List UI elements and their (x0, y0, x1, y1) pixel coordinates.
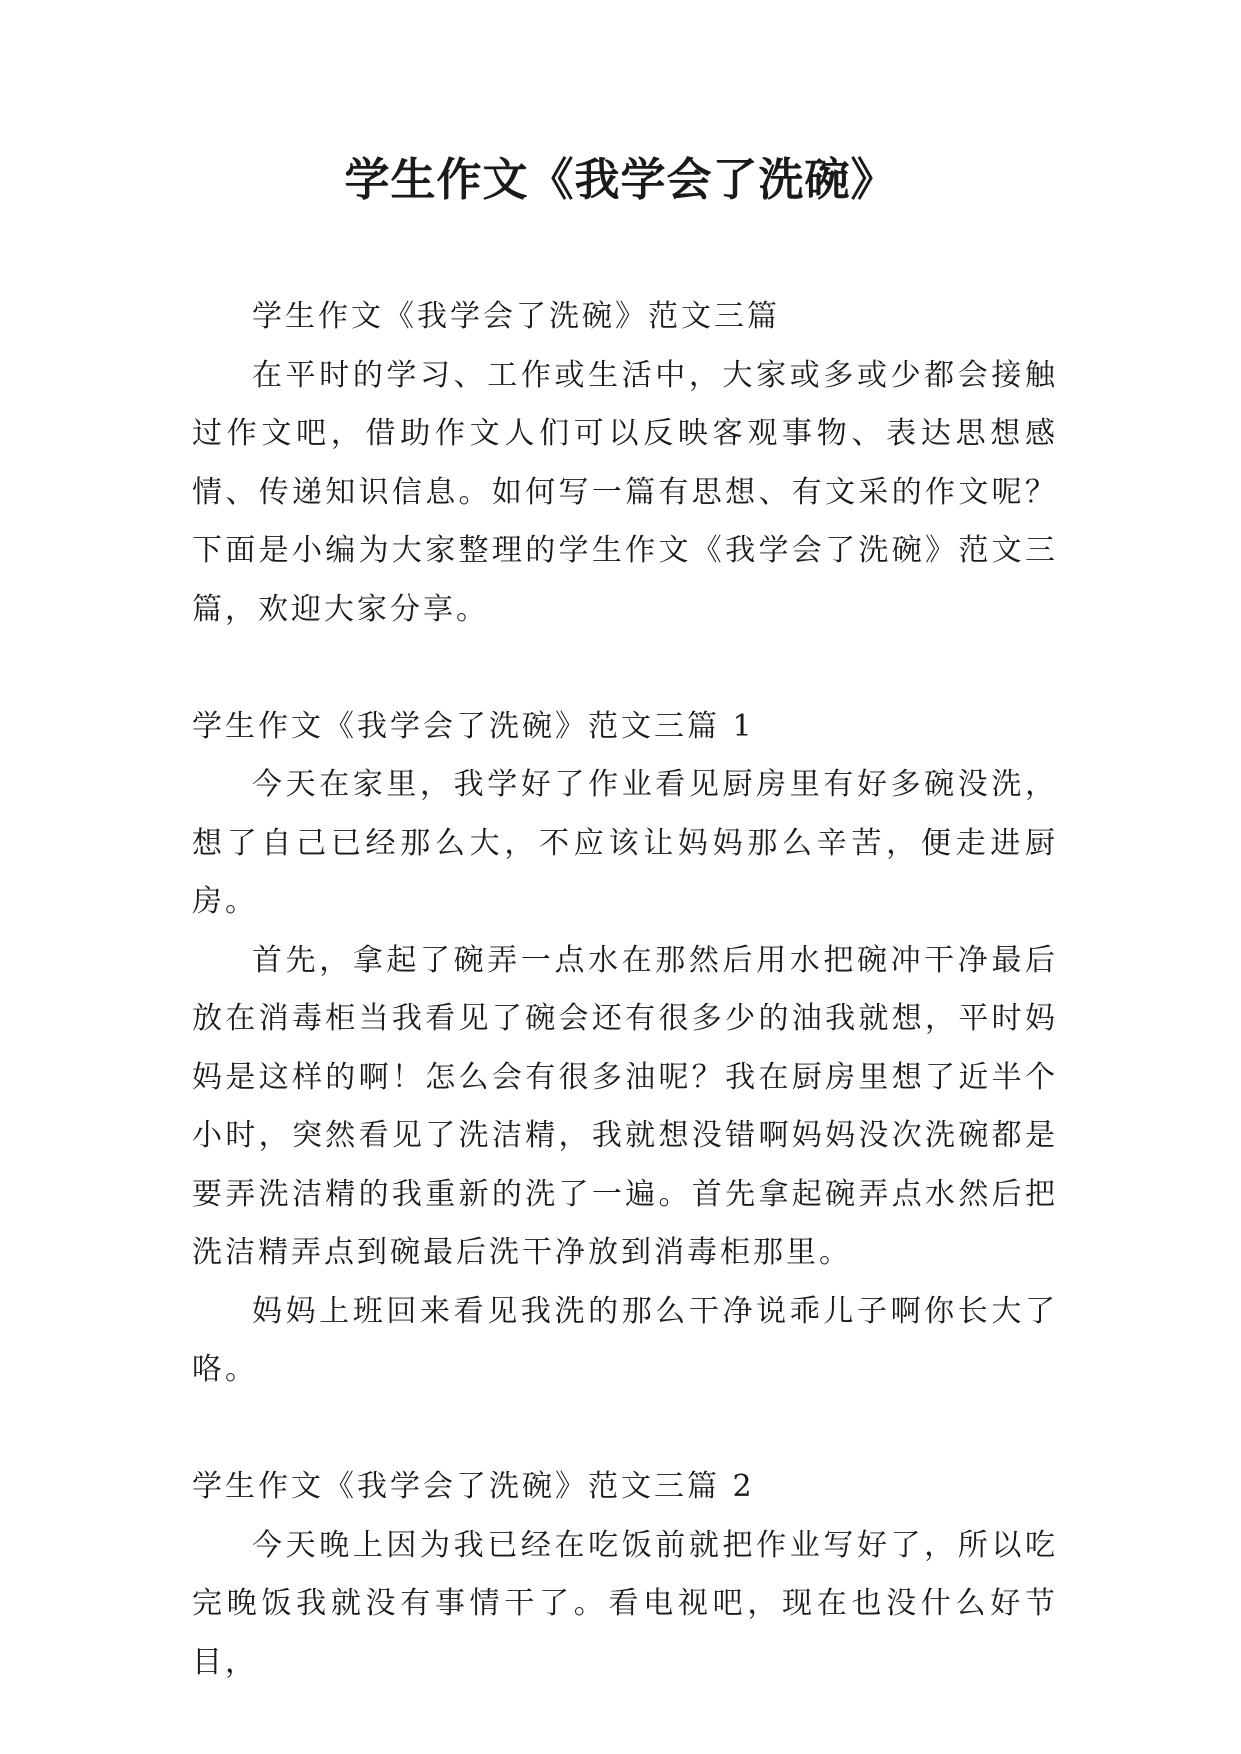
document-body (192, 288, 1058, 1692)
section-heading: 学生作文《我学会了洗碗》范文三篇 1 (192, 708, 755, 744)
document-subtitle: 学生作文《我学会了洗碗》范文三篇 (252, 299, 780, 334)
section-paragraph: 今天在家里，我学好了作业看见厨房里有好多碗没洗，想了自己已经那么大，不应该让妈妈那么辛苦，便走进厨房。 (192, 767, 1058, 919)
section-heading: 学生作文《我学会了洗碗》范文三篇 2 (192, 1469, 755, 1504)
section-paragraph: 首先，拿起了碗弄一点水在那然后用水把碗冲干净最后放在消毒柜当我看见了碗会还有很多少的油我就想，平时妈妈是这样的啊！怎么会有很多油呢？我在厨房里想了近半个小时，突然看见了洗洁精，我就想没错啊妈妈没次洗碗都是要弄洗洁精的我重新的洗了一遍。首先拿起碗弄点水然后把洗洁精弄点到碗最后洗干净放到消毒柜那里。 (192, 942, 1058, 1270)
section-paragraph: 今天晚上因为我已经在吃饭前就把作业写好了，所以吃完晚饭我就没有事情干了。看电视吧，现在也没什么好节目， (192, 1527, 1058, 1680)
intro-paragraph: 在平时的学习、工作或生活中，大家或多或少都会接触过作文吧，借助作文人们可以反映客观事物、表达思想感情、传递知识信息。如何写一篇有思想、有文采的作文呢？下面是小编为大家整理的学生作文《我学会了洗碗》范文三篇，欢迎大家分享。 (192, 357, 1058, 627)
section-paragraph: 妈妈上班回来看见我洗的那么干净说乖儿子啊你长大了咯。 (192, 1293, 1058, 1387)
document-title: 学生作文《我学会了洗碗》 (344, 153, 897, 206)
